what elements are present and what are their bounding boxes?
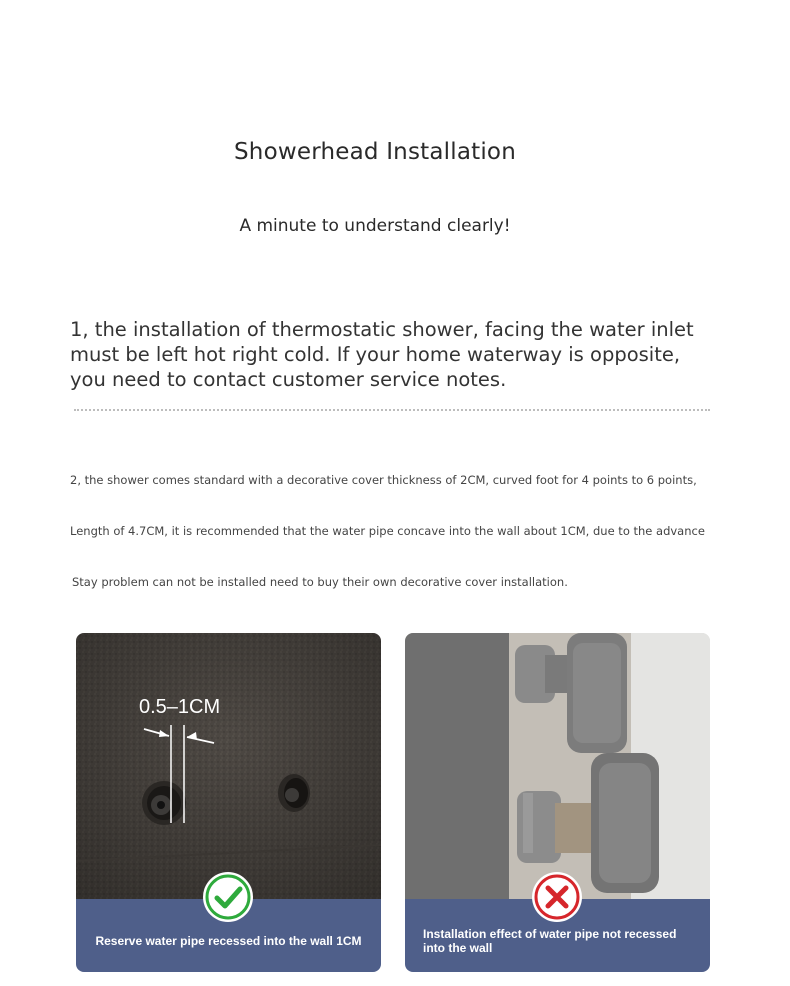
recessed-pipe-photo <box>76 633 381 899</box>
non-recessed-pipe-photo <box>405 633 710 899</box>
page-title: Showerhead Installation <box>234 139 516 165</box>
wrong-installation-card <box>405 633 710 972</box>
dotted-divider <box>74 409 710 411</box>
page-subtitle: A minute to understand clearly! <box>239 216 511 236</box>
step-2-line-2: Length of 4.7CM, it is recommended that the water pipe concave into the wall about 1CM, due to the advance <box>70 524 705 538</box>
correct-installation-card <box>76 633 381 972</box>
correct-caption: Reserve water pipe recessed into the wall 1CM <box>95 933 362 948</box>
step-2-line-1: 2, the shower comes standard with a decorative cover thickness of 2CM, curved foot for 4 points to 6 points, <box>70 473 697 487</box>
wrong-caption: Installation effect of water pipe not recessed into the wall <box>423 926 677 955</box>
step-2-line-3: Stay problem can not be installed need to buy their own decorative cover installation. <box>72 575 568 589</box>
step-1-text: 1, the installation of thermostatic shower, facing the water inlet must be left hot right cold. If your home waterway is opposite, you need to contact customer service notes. <box>70 318 694 391</box>
measurement-label: 0.5–1CM <box>139 696 221 718</box>
cross-icon <box>531 871 583 923</box>
check-icon <box>202 871 254 923</box>
